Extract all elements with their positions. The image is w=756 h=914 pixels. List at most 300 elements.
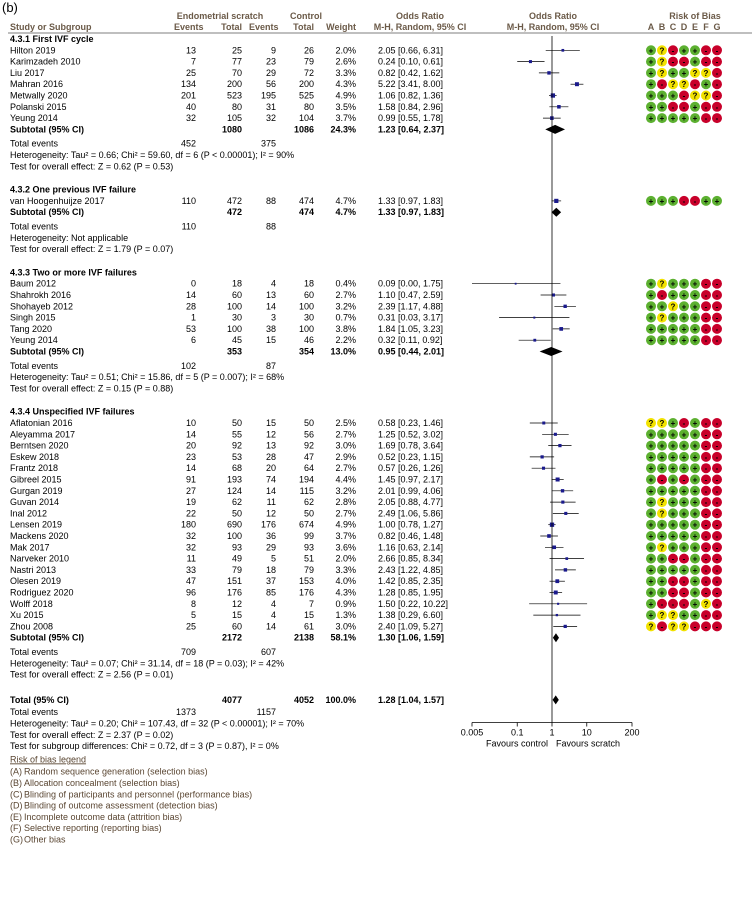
study-name: Gurgan 2019 (10, 485, 63, 496)
total-overall-effect: Test for overall effect: Z = 2.37 (P = 0.02) (10, 729, 174, 740)
total-control: 99 (303, 531, 314, 541)
point-estimate (529, 60, 532, 63)
subtotal-or-ci: 1.33 [0.97, 1.83] (378, 207, 445, 218)
point-estimate (556, 477, 560, 481)
rob-symbol: + (648, 475, 654, 485)
total-control: 50 (303, 508, 314, 519)
rob-symbol: ? (659, 611, 665, 621)
total-control: 72 (303, 67, 314, 78)
point-estimate (564, 625, 567, 628)
events-scratch: 28 (185, 301, 196, 312)
total-scratch: 18 (231, 278, 242, 289)
rob-symbol: + (670, 464, 676, 474)
total-scratch: 62 (231, 497, 242, 508)
rob-symbol: - (715, 452, 719, 462)
rob-symbol: + (648, 577, 654, 587)
total-scratch: 45 (231, 335, 242, 346)
total-control: 100 (298, 301, 314, 312)
subtotal-total-scratch: 1080 (221, 124, 242, 135)
rob-symbol: - (682, 599, 686, 609)
total-control: 50 (303, 418, 314, 428)
subtotal-diamond (553, 633, 559, 642)
overall-effect: Test for overall effect: Z = 0.15 (P = 0.88) (10, 383, 174, 394)
study-name: Gibreel 2015 (10, 474, 62, 485)
events-control: 5 (270, 553, 276, 564)
events-control: 20 (265, 463, 276, 474)
rob-symbol: + (670, 520, 676, 530)
rob-symbol: - (704, 498, 708, 508)
events-control: 14 (265, 301, 276, 312)
rob-symbol: + (681, 114, 687, 124)
study-or-ci: 1.42 [0.85, 2.35] (378, 576, 444, 587)
rob-symbol: + (670, 498, 676, 508)
rob-symbol: + (670, 486, 676, 496)
rob-symbol: - (704, 532, 708, 541)
rob-letter: A (647, 22, 655, 32)
study-name: Shohayeb 2012 (10, 301, 74, 312)
study-name: Eskew 2018 (10, 451, 60, 462)
rob-symbol: - (660, 80, 664, 90)
total-scratch: 100 (226, 301, 242, 312)
subtotal-or-ci: 1.23 [0.64, 2.37] (378, 124, 445, 135)
events-control: 31 (265, 101, 276, 112)
rob-symbol: - (671, 554, 675, 564)
point-estimate (551, 93, 555, 97)
rob-symbol: + (648, 114, 654, 124)
rob-symbol: - (715, 46, 719, 56)
events-control: 14 (265, 485, 276, 496)
rob-symbol: + (681, 430, 687, 440)
total-control: 26 (303, 45, 314, 56)
rob-symbol: + (670, 68, 676, 78)
favours-left: Favours control (485, 738, 548, 749)
rob-legend (10, 754, 252, 844)
rob-symbol: + (692, 588, 698, 598)
study-or-ci: 1.00 [0.78, 1.27] (378, 519, 444, 530)
rob-symbol: - (715, 279, 719, 289)
total-scratch: 30 (231, 312, 242, 323)
study-weight: 4.3% (335, 587, 356, 598)
rob-symbol: - (704, 464, 708, 474)
rob-symbol: + (692, 324, 698, 334)
overall-effect: Test for overall effect: Z = 1.79 (P = 0.07) (10, 244, 174, 255)
study-weight: 3.2% (335, 485, 356, 496)
study-or-ci: 2.05 [0.88, 4.77] (378, 497, 444, 508)
rob-symbol: ? (659, 498, 665, 508)
rob-symbol: + (659, 114, 665, 124)
total-scratch: 25 (231, 45, 242, 56)
rob-symbol: + (670, 114, 676, 124)
rob-symbol: + (692, 452, 698, 462)
total-control: 61 (303, 621, 314, 632)
legend-letter: (C) (10, 789, 23, 800)
study-weight: 2.0% (335, 553, 356, 564)
grand-total-events-scratch: 1373 (175, 707, 196, 718)
rob-symbol: - (704, 486, 708, 496)
subtotal-diamond (545, 125, 565, 134)
rob-symbol: + (681, 302, 687, 312)
rob-symbol: + (648, 520, 654, 530)
point-estimate (542, 467, 545, 470)
events-control: 13 (265, 440, 276, 451)
events-scratch: 5 (190, 610, 196, 621)
study-name: Wolff 2018 (10, 598, 53, 609)
rob-symbol: - (704, 279, 708, 289)
rob-symbol: + (714, 196, 720, 206)
events-control: 23 (265, 56, 276, 67)
total-scratch: 124 (226, 485, 242, 496)
rob-symbol: + (681, 291, 687, 300)
rob-symbol: + (670, 452, 676, 462)
rob-symbol: + (659, 441, 665, 451)
rob-symbol: - (715, 419, 719, 428)
study-weight: 4.3% (335, 79, 356, 90)
total-events-label: Total events (10, 221, 59, 232)
rob-symbol: ? (659, 57, 665, 67)
rob-symbol: ? (670, 302, 676, 312)
total-events-control: 375 (260, 138, 276, 149)
header-rob: Risk of Bias (669, 11, 721, 21)
rob-symbol: ? (670, 80, 676, 90)
rob-symbol: - (704, 430, 708, 440)
point-estimate (564, 512, 567, 515)
total-control: 176 (298, 587, 314, 598)
study-or-ci: 0.52 [0.23, 1.15] (378, 451, 444, 462)
heterogeneity: Heterogeneity: Tau² = 0.51; Chi² = 15.86, df = 5 (P = 0.007); I² = 68% (10, 372, 285, 383)
rob-symbol: + (681, 543, 687, 553)
rob-symbol: ? (659, 279, 665, 289)
study-name: Karimzadeh 2010 (10, 56, 81, 67)
rob-symbol: ? (703, 68, 709, 78)
study-name: Mackens 2020 (10, 531, 69, 541)
rob-symbol: + (648, 57, 654, 67)
total-scratch: 50 (231, 418, 242, 428)
heterogeneity: Heterogeneity: Tau² = 0.66; Chi² = 59.60, df = 6 (P < 0.00001); I² = 90% (10, 150, 295, 160)
study-name: Guvan 2014 (10, 497, 60, 508)
rob-symbol: + (659, 532, 665, 541)
rob-symbol: - (682, 475, 686, 485)
rob-symbol: - (715, 324, 719, 334)
study-weight: 4.7% (335, 195, 356, 206)
events-control: 32 (265, 113, 276, 124)
point-estimate (554, 433, 557, 436)
events-scratch: 32 (185, 542, 196, 553)
rob-symbol: - (715, 430, 719, 440)
study-or-ci: 0.82 [0.42, 1.62] (378, 67, 444, 78)
point-estimate (559, 327, 563, 331)
rob-symbol: - (715, 532, 719, 541)
study-weight: 3.7% (335, 113, 356, 124)
events-scratch: 14 (185, 429, 196, 440)
study-or-ci: 2.01 [0.99, 4.06] (378, 485, 444, 496)
rob-symbol: + (692, 509, 698, 519)
total-scratch: 70 (231, 67, 242, 78)
subtotal-weight: 58.1% (330, 632, 356, 643)
rob-symbol: + (648, 464, 654, 474)
study-or-ci: 1.16 [0.63, 2.14] (378, 542, 444, 553)
study-or-ci: 1.50 [0.22, 10.22] (378, 598, 449, 609)
rob-symbol: - (715, 464, 719, 474)
events-scratch: 32 (185, 531, 196, 541)
grand-total-events-label: Total events (10, 707, 59, 718)
events-control: 12 (265, 429, 276, 440)
rob-symbol: - (715, 577, 719, 587)
total-scratch: 105 (226, 113, 242, 124)
legend-text: Incomplete outcome data (attrition bias) (24, 811, 183, 822)
rob-symbol: + (648, 313, 654, 323)
events-scratch: 10 (185, 418, 196, 428)
rob-symbol: + (692, 577, 698, 587)
rob-letters (648, 22, 721, 32)
rob-letter: G (713, 22, 721, 32)
rob-symbol: + (648, 324, 654, 334)
rob-symbol: + (681, 498, 687, 508)
subgroup-title: 4.3.4 Unspecified IVF failures (10, 406, 135, 417)
subtotal-weight: 4.7% (335, 207, 356, 218)
rob-symbol: + (648, 302, 654, 312)
rob-symbol: + (670, 565, 676, 575)
total-scratch: 80 (231, 101, 242, 112)
rob-symbol: - (660, 622, 664, 632)
study-or-ci: 1.10 [0.47, 2.59] (378, 290, 444, 300)
events-control: 15 (265, 335, 276, 346)
point-estimate (555, 579, 559, 583)
study-or-ci: 0.32 [0.11, 0.92] (378, 335, 443, 346)
rob-symbol: - (704, 114, 708, 124)
subtotal-total-control: 474 (298, 207, 314, 218)
total-scratch: 200 (226, 79, 242, 90)
rob-symbol: - (704, 46, 708, 56)
subtotal-diamond (540, 347, 563, 356)
overall-effect: Test for overall effect: Z = 2.56 (P = 0.01) (10, 669, 174, 680)
events-control: 176 (260, 519, 276, 530)
events-control: 85 (265, 587, 276, 598)
total-control: 30 (303, 312, 314, 323)
rob-symbol: + (648, 599, 654, 609)
events-control: 29 (265, 542, 276, 553)
point-estimate (533, 339, 536, 342)
point-estimate (558, 444, 561, 447)
study-name: Hilton 2019 (10, 45, 56, 56)
rob-symbol: + (681, 313, 687, 323)
rob-symbol: + (659, 565, 665, 575)
rob-symbol: + (670, 313, 676, 323)
rob-symbol: + (692, 599, 698, 609)
subtotal-or-ci: 1.30 [1.06, 1.59] (378, 632, 445, 643)
rob-symbol: - (671, 46, 675, 56)
rob-symbol: + (648, 102, 654, 112)
study-or-ci: 1.58 [0.84, 2.96] (378, 101, 444, 112)
rob-symbol: ? (670, 611, 676, 621)
rob-symbol: + (670, 543, 676, 553)
study-or-ci: 1.06 [0.82, 1.36] (378, 90, 444, 101)
study-name: Aleyamma 2017 (10, 429, 76, 440)
subtotal-total-control: 354 (298, 346, 314, 357)
study-weight: 3.3% (335, 67, 356, 78)
rob-symbol: - (704, 509, 708, 519)
rob-symbol: - (671, 588, 675, 598)
rob-symbol: + (692, 302, 698, 312)
rob-symbol: - (704, 57, 708, 67)
study-weight: 4.4% (335, 474, 356, 485)
rob-letter: F (703, 22, 709, 32)
study-weight: 2.2% (335, 335, 356, 346)
study-weight: 2.7% (335, 429, 356, 440)
rob-symbol: + (692, 313, 698, 323)
study-name: Aflatonian 2016 (10, 418, 73, 428)
events-control: 4 (270, 278, 276, 289)
events-scratch: 53 (185, 323, 196, 334)
total-control: 7 (308, 598, 314, 609)
study-name: Zhou 2008 (10, 621, 54, 632)
rob-symbol: - (715, 565, 719, 575)
study-weight: 0.7% (335, 312, 356, 323)
total-control: 200 (298, 79, 314, 90)
header-study: Study or Subgroup (10, 22, 92, 32)
study-weight: 2.5% (335, 418, 356, 428)
axis-tick-label: 0.1 (510, 727, 524, 738)
rob-symbol: - (682, 57, 686, 67)
rob-symbol: + (681, 324, 687, 334)
events-scratch: 11 (186, 553, 196, 564)
total-scratch: 193 (226, 474, 242, 485)
study-weight: 3.3% (335, 564, 356, 575)
subtotal-total-control: 1086 (293, 124, 314, 135)
study-name: van Hoogenhuijze 2017 (10, 195, 105, 206)
study-weight: 2.7% (335, 290, 356, 300)
total-control: 194 (298, 474, 314, 485)
rob-symbol: - (704, 102, 708, 112)
rob-symbol: + (648, 336, 654, 346)
rob-symbol: + (659, 577, 665, 587)
study-weight: 2.7% (335, 508, 356, 519)
rob-symbol: + (659, 486, 665, 496)
study-or-ci: 0.09 [0.00, 1.75] (378, 278, 444, 289)
total-scratch: 690 (226, 519, 242, 530)
rob-symbol: - (715, 475, 719, 485)
rob-letter: B (658, 22, 666, 32)
events-scratch: 180 (180, 519, 196, 530)
rob-symbol: + (692, 498, 698, 508)
events-scratch: 27 (185, 485, 196, 496)
point-estimate (561, 49, 564, 52)
point-estimate (541, 455, 544, 458)
rob-symbol: - (704, 577, 708, 587)
rob-symbol: - (704, 565, 708, 575)
rob-symbol: + (703, 196, 709, 206)
rob-symbol: ? (659, 46, 665, 56)
rob-symbol: + (703, 80, 709, 90)
rob-symbol: - (704, 554, 708, 564)
legend-title: Risk of bias legend (10, 754, 87, 765)
study-name: Mak 2017 (10, 542, 50, 553)
rob-symbol: - (682, 588, 686, 598)
rob-symbol: - (715, 498, 719, 508)
events-scratch: 14 (185, 290, 196, 300)
legend-text: Blinding of outcome assessment (detection bias) (24, 800, 218, 811)
rob-symbol: - (715, 543, 719, 553)
events-scratch: 22 (185, 508, 196, 519)
study-or-ci: 2.43 [1.22, 4.85] (378, 564, 444, 575)
total-control: 153 (298, 576, 314, 587)
rob-symbol: - (693, 622, 697, 632)
rob-symbol: ? (659, 509, 665, 519)
study-name: Inal 2012 (10, 508, 48, 519)
events-scratch: 8 (190, 598, 196, 609)
rob-symbol: ? (692, 91, 698, 101)
rob-symbol: - (715, 554, 719, 564)
study-weight: 4.9% (335, 519, 356, 530)
rob-symbol: + (659, 102, 665, 112)
study-weight: 4.9% (335, 90, 356, 101)
rob-symbol: + (670, 441, 676, 451)
legend-text: Selective reporting (reporting bias) (24, 823, 162, 834)
rob-symbol: - (671, 57, 675, 67)
point-estimate (533, 317, 535, 319)
study-weight: 3.6% (335, 542, 356, 553)
rob-symbol: + (648, 196, 654, 206)
rob-symbol: + (670, 279, 676, 289)
rob-symbol: - (704, 611, 708, 621)
rob-symbol: + (670, 509, 676, 519)
study-weight: 3.0% (335, 621, 356, 632)
subtotal-or-ci: 0.95 [0.44, 2.01] (378, 346, 445, 357)
rob-symbol: ? (659, 419, 665, 428)
study-name: Narveker 2010 (10, 553, 70, 564)
study-name: Olesen 2019 (10, 576, 62, 587)
header-group1: Endometrial scratch (176, 11, 264, 21)
rob-symbol: + (681, 68, 687, 78)
rob-symbol: + (692, 46, 698, 56)
rob-symbol: ? (703, 599, 709, 609)
events-scratch: 0 (190, 278, 196, 289)
rob-symbol: + (692, 279, 698, 289)
axis-tick-label: 10 (581, 727, 592, 738)
total-scratch: 93 (231, 542, 242, 553)
rob-symbol: + (681, 520, 687, 530)
rob-symbol: - (682, 577, 686, 587)
study-name: Berntsen 2020 (10, 440, 69, 451)
study-weight: 3.8% (335, 323, 356, 334)
rob-symbol: - (715, 114, 719, 124)
rob-symbol: ? (703, 91, 709, 101)
rob-symbol: - (704, 302, 708, 312)
point-estimate (542, 422, 545, 425)
total-scratch: 472 (226, 195, 242, 206)
rob-symbol: - (715, 91, 719, 101)
rob-symbol: + (648, 91, 654, 101)
rob-symbol: + (659, 520, 665, 530)
total-events-control: 87 (265, 360, 276, 371)
rob-symbol: - (693, 80, 697, 90)
rob-letter: D (680, 22, 688, 32)
events-control: 36 (265, 531, 276, 541)
events-control: 74 (265, 474, 276, 485)
rob-symbol: - (704, 622, 708, 632)
point-estimate (556, 614, 558, 616)
total-events-scratch: 102 (180, 360, 196, 371)
events-control: 38 (265, 323, 276, 334)
point-estimate (547, 71, 550, 74)
legend-text: Random sequence generation (selection bias) (24, 766, 208, 777)
rob-symbol: + (692, 486, 698, 496)
rob-symbol: + (659, 302, 665, 312)
rob-symbol: + (692, 114, 698, 124)
study-or-ci: 1.84 [1.05, 3.23] (378, 323, 444, 334)
total-scratch: 60 (231, 621, 242, 632)
rob-symbol: - (671, 577, 675, 587)
events-control: 88 (265, 195, 276, 206)
